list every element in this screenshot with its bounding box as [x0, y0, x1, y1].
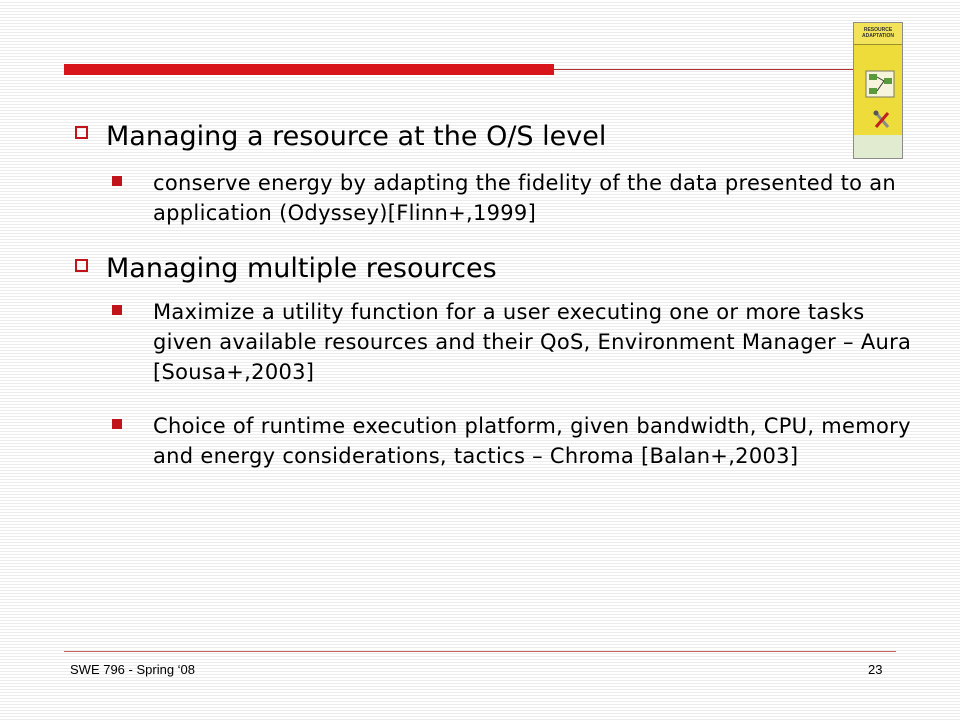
- badge-title-line1: RESOURCE: [863, 27, 893, 33]
- filled-bullet-icon: [112, 419, 122, 429]
- title-rule-thin: [554, 69, 884, 70]
- page-number: 23: [868, 662, 883, 677]
- badge-title: [854, 23, 902, 45]
- tools-icon: [874, 111, 889, 128]
- badge-title-line2: ADAPTATION: [861, 33, 895, 39]
- footer-course: SWE 796 - Spring ‘08: [70, 662, 196, 677]
- bullet-2-sub-2: Choice of runtime execution platform, given bandwidth, CPU, memory and energy considerations, tactics – Chroma [Balan+,2003]: [153, 414, 911, 468]
- square-bullet-icon: [75, 259, 88, 272]
- diagram-icon: [866, 71, 894, 97]
- filled-bullet-icon: [112, 176, 122, 186]
- badge-artwork: [854, 45, 903, 137]
- bullet-2-sub-1: Maximize a utility function for a user executing one or more tasks given available resources and their QoS, Environment Manager – Aura [Sousa+,2003]: [153, 300, 912, 384]
- title-rule-thick: [64, 64, 554, 75]
- footer-rule: [64, 651, 896, 652]
- bullet-2-heading: Managing multiple resources: [106, 253, 497, 284]
- square-bullet-icon: [75, 126, 88, 139]
- bullet-1-heading: Managing a resource at the O/S level: [106, 121, 607, 152]
- filled-bullet-icon: [112, 305, 122, 315]
- bullet-1-sub-1: conserve energy by adapting the fidelity of the data presented to an application (Odyssey)[Flinn+,1999]: [153, 171, 897, 225]
- resource-adaptation-badge: [853, 22, 903, 159]
